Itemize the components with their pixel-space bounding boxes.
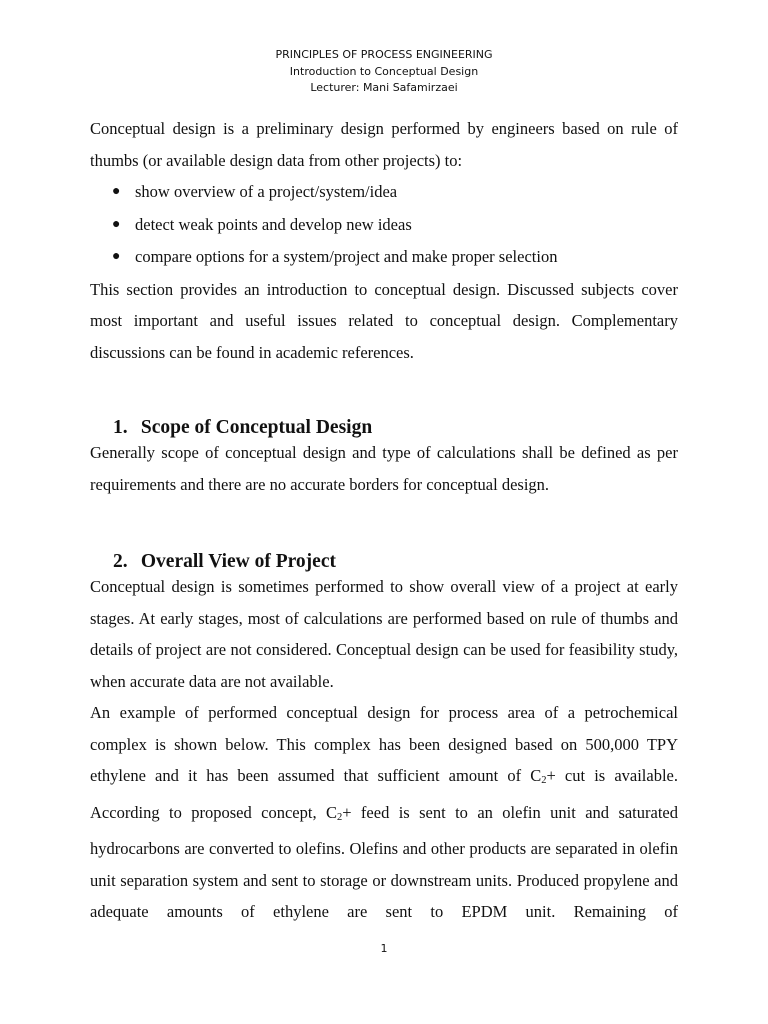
- paragraph-text: + cut is available. According to proposed concept, C: [90, 766, 679, 822]
- bullet-item: [90, 241, 678, 274]
- lecturer-line: Lecturer: Mani Safamirzaei: [310, 81, 458, 94]
- section-2-paragraph-1: Conceptual design is sometimes performed to show overall view of a project at early stages. At early stages, most of calculations are performed based on rule of thumbs and details of project are not considered. Conceptual design can be used for feasibility study, when accurate data are not available.: [90, 577, 678, 691]
- section-2-paragraph-2: [90, 697, 678, 928]
- bullet-icon: ●: [112, 184, 121, 199]
- section-2-body: [90, 571, 678, 928]
- paragraph-text: An example of performed conceptual design for process area of a petrochemical complex is shown below. This complex has been designed based on 500,000 TPY ethylene and it has been assumed that sufficient amount of C: [90, 703, 678, 785]
- page-number: 1: [380, 942, 388, 955]
- course-title: PRINCIPLES OF PROCESS ENGINEERING: [275, 48, 493, 61]
- intro-paragraph: Conceptual design is a preliminary design performed by engineers based on rule of thumbs (or available design data from other projects) to:: [90, 119, 678, 170]
- section-title: Scope of Conceptual Design: [140, 417, 373, 438]
- paragraph-text: + feed is sent to an olefin unit and saturated hydrocarbons are converted to olefins. Olefins and other products are separated in olefin unit separation system and sent to storage or downstream units. Produced propylene and adequate amounts of ethylene are sent to EPDM unit. Remaining of: [90, 802, 678, 921]
- section-1-heading: [113, 417, 372, 439]
- section-1-body: [90, 437, 678, 500]
- subscript: 2: [541, 775, 547, 786]
- page-header: [0, 47, 768, 97]
- bullet-item: [90, 209, 678, 242]
- bullet-text: detect weak points and develop new ideas: [135, 214, 412, 234]
- section-1-paragraph: Generally scope of conceptual design and type of calculations shall be defined as per requirements and there are no accurate borders for conceptual design.: [90, 443, 678, 494]
- bullet-text: show overview of a project/system/idea: [135, 182, 398, 201]
- intro-block: [90, 113, 678, 368]
- bullet-item: [90, 176, 678, 209]
- intro-bullet-list: [90, 176, 678, 274]
- section-2-heading: [113, 551, 336, 573]
- subscript: 2: [336, 811, 343, 823]
- bullet-text: compare options for a system/project and make proper selection: [135, 247, 558, 266]
- section-number: 1.: [113, 417, 128, 438]
- bullet-icon: ●: [112, 249, 121, 264]
- section-number: 2.: [113, 551, 128, 572]
- section-title: Overall View of Project: [140, 551, 336, 572]
- intro-closing-paragraph: This section provides an introduction to conceptual design. Discussed subjects cover most important and useful issues related to conceptual design. Complementary discussions can be found in academic references.: [90, 279, 678, 362]
- bullet-icon: ●: [112, 216, 121, 232]
- document-subtitle: Introduction to Conceptual Design: [289, 64, 479, 78]
